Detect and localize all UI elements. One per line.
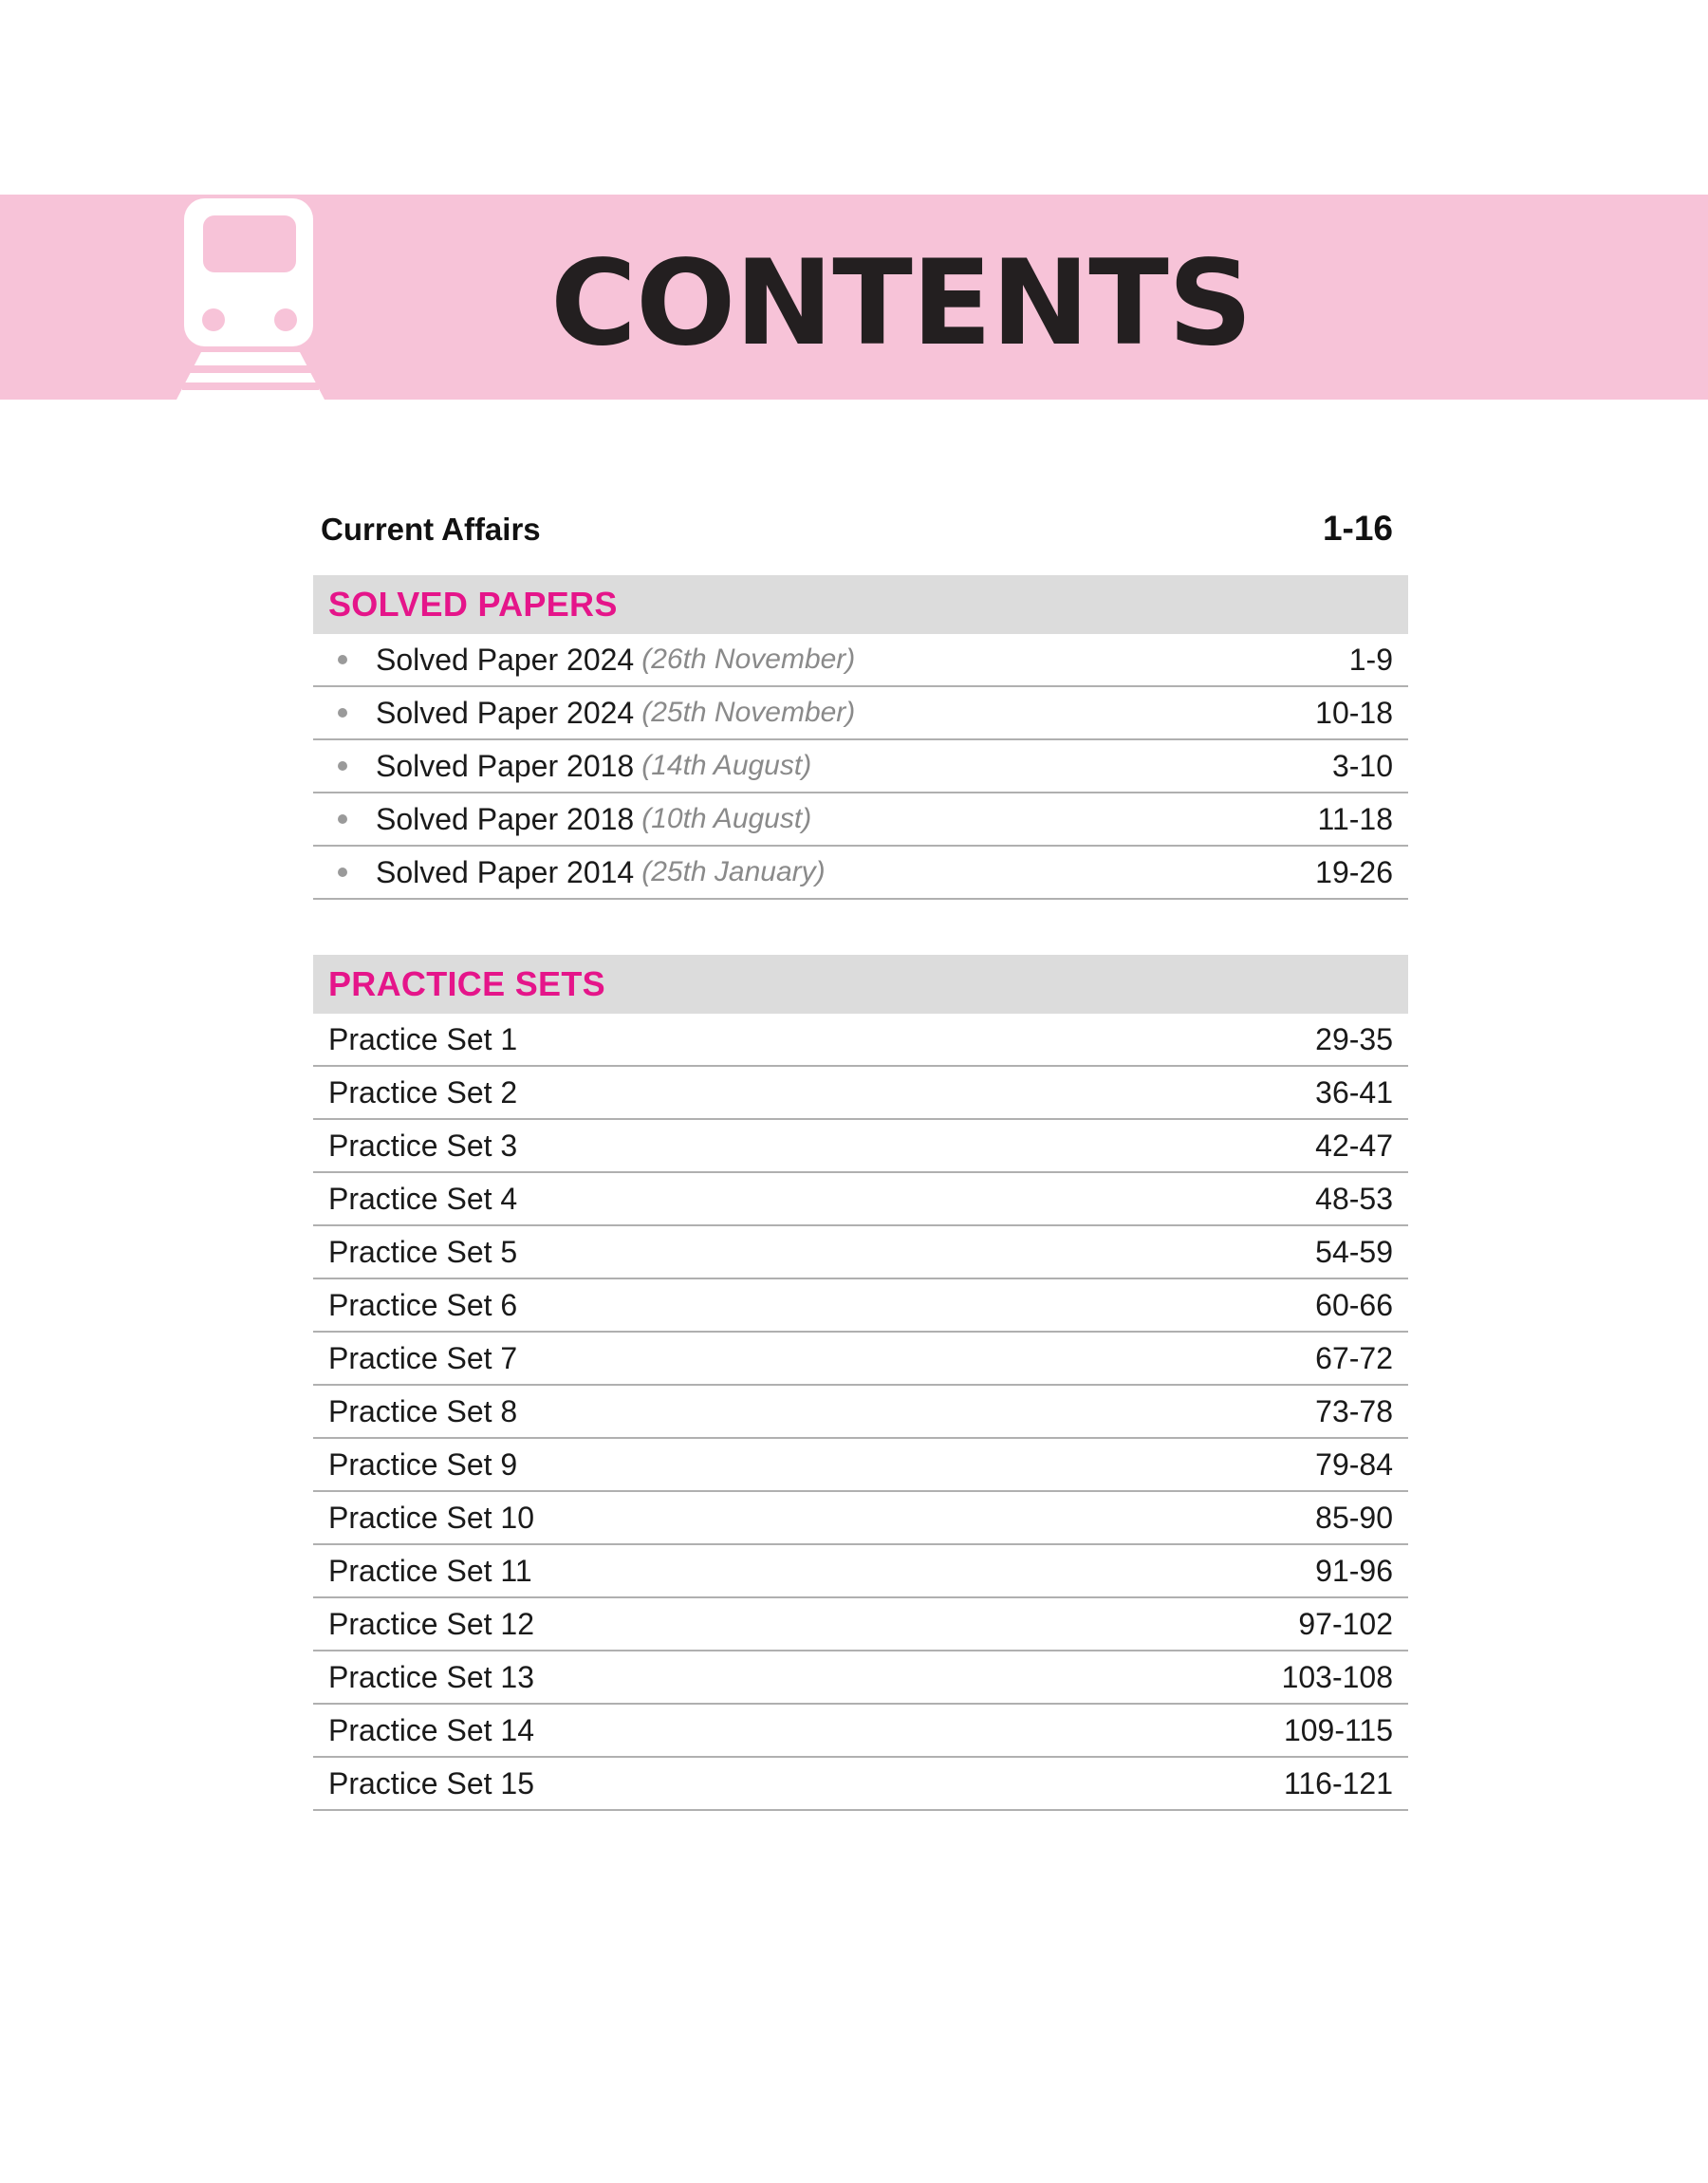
item-pages: 73-78 — [1315, 1393, 1393, 1428]
item-label: Solved Paper 2014 — [376, 854, 635, 889]
item-label: Practice Set 4 — [328, 1181, 518, 1216]
list-item[interactable] — [313, 634, 1408, 687]
item-label: Practice Set 5 — [328, 1234, 518, 1269]
table-row[interactable] — [313, 1386, 1408, 1439]
item-label: Solved Paper 2024 — [376, 642, 635, 677]
bullet-icon — [338, 655, 347, 664]
item-pages: 48-53 — [1315, 1181, 1393, 1216]
table-row[interactable] — [313, 1492, 1408, 1545]
table-row[interactable] — [313, 1173, 1408, 1226]
item-pages: 79-84 — [1315, 1446, 1393, 1482]
item-label: Solved Paper 2018 — [376, 748, 635, 783]
item-pages: 1-9 — [1348, 642, 1393, 677]
train-icon — [171, 195, 330, 400]
item-label: Practice Set 3 — [328, 1128, 518, 1163]
item-pages: 97-102 — [1298, 1606, 1393, 1641]
item-pages: 10-18 — [1315, 695, 1393, 730]
table-row[interactable] — [313, 1545, 1408, 1598]
table-row[interactable] — [313, 1279, 1408, 1333]
bullet-icon — [338, 708, 347, 718]
solved-papers-title: SOLVED PAPERS — [328, 585, 618, 624]
item-date: (25th November) — [641, 697, 856, 728]
item-label: Practice Set 12 — [328, 1606, 534, 1641]
table-row[interactable] — [313, 1226, 1408, 1279]
table-row[interactable] — [313, 1439, 1408, 1492]
item-label: Practice Set 14 — [328, 1712, 534, 1747]
bullet-icon — [338, 868, 347, 877]
item-label: Practice Set 11 — [328, 1553, 532, 1588]
item-pages: 85-90 — [1315, 1500, 1393, 1535]
item-label: Practice Set 9 — [328, 1446, 518, 1482]
item-label: Practice Set 6 — [328, 1287, 518, 1322]
current-affairs-label: Current Affairs — [321, 512, 541, 547]
item-label: Practice Set 7 — [328, 1340, 518, 1375]
item-date: (10th August) — [641, 803, 812, 834]
item-pages: 36-41 — [1315, 1074, 1393, 1110]
table-row[interactable] — [313, 1651, 1408, 1705]
practice-sets-header — [313, 955, 1408, 1014]
item-pages: 54-59 — [1315, 1234, 1393, 1269]
item-date: (25th January) — [641, 856, 826, 887]
list-item[interactable] — [313, 793, 1408, 847]
item-pages: 19-26 — [1315, 854, 1393, 889]
item-date: (26th November) — [641, 644, 856, 675]
item-pages: 42-47 — [1315, 1128, 1393, 1163]
solved-papers-header — [313, 575, 1408, 634]
current-affairs-pages: 1-16 — [1322, 509, 1393, 548]
item-label: Practice Set 1 — [328, 1021, 518, 1056]
practice-sets-list — [313, 1014, 1408, 1811]
item-pages: 67-72 — [1315, 1340, 1393, 1375]
table-row[interactable] — [313, 1705, 1408, 1758]
table-row[interactable] — [313, 1014, 1408, 1067]
bullet-icon — [338, 761, 347, 771]
item-label: Practice Set 10 — [328, 1500, 534, 1535]
table-row[interactable] — [313, 1598, 1408, 1651]
solved-papers-list — [313, 634, 1408, 900]
item-date: (14th August) — [641, 750, 812, 781]
item-pages: 29-35 — [1315, 1021, 1393, 1056]
current-affairs-row[interactable] — [313, 484, 1408, 554]
item-label: Solved Paper 2024 — [376, 695, 635, 730]
item-pages: 3-10 — [1331, 748, 1393, 783]
item-label: Practice Set 15 — [328, 1765, 534, 1801]
item-pages: 103-108 — [1281, 1659, 1393, 1694]
bullet-icon — [338, 814, 347, 824]
item-pages: 116-121 — [1283, 1765, 1393, 1801]
table-row[interactable] — [313, 1758, 1408, 1811]
table-row[interactable] — [313, 1067, 1408, 1120]
table-of-contents — [313, 484, 1408, 1811]
item-label: Practice Set 13 — [328, 1659, 534, 1694]
item-pages: 91-96 — [1315, 1553, 1393, 1588]
table-row[interactable] — [313, 1333, 1408, 1386]
list-item[interactable] — [313, 847, 1408, 900]
table-row[interactable] — [313, 1120, 1408, 1173]
item-pages: 109-115 — [1283, 1712, 1393, 1747]
item-label: Solved Paper 2018 — [376, 801, 635, 836]
item-label: Practice Set 2 — [328, 1074, 518, 1110]
page-title: CONTENTS — [550, 235, 1253, 372]
item-label: Practice Set 8 — [328, 1393, 518, 1428]
list-item[interactable] — [313, 740, 1408, 793]
item-pages: 60-66 — [1315, 1287, 1393, 1322]
list-item[interactable] — [313, 687, 1408, 740]
item-pages: 11-18 — [1317, 801, 1393, 836]
practice-sets-title: PRACTICE SETS — [328, 964, 605, 1003]
